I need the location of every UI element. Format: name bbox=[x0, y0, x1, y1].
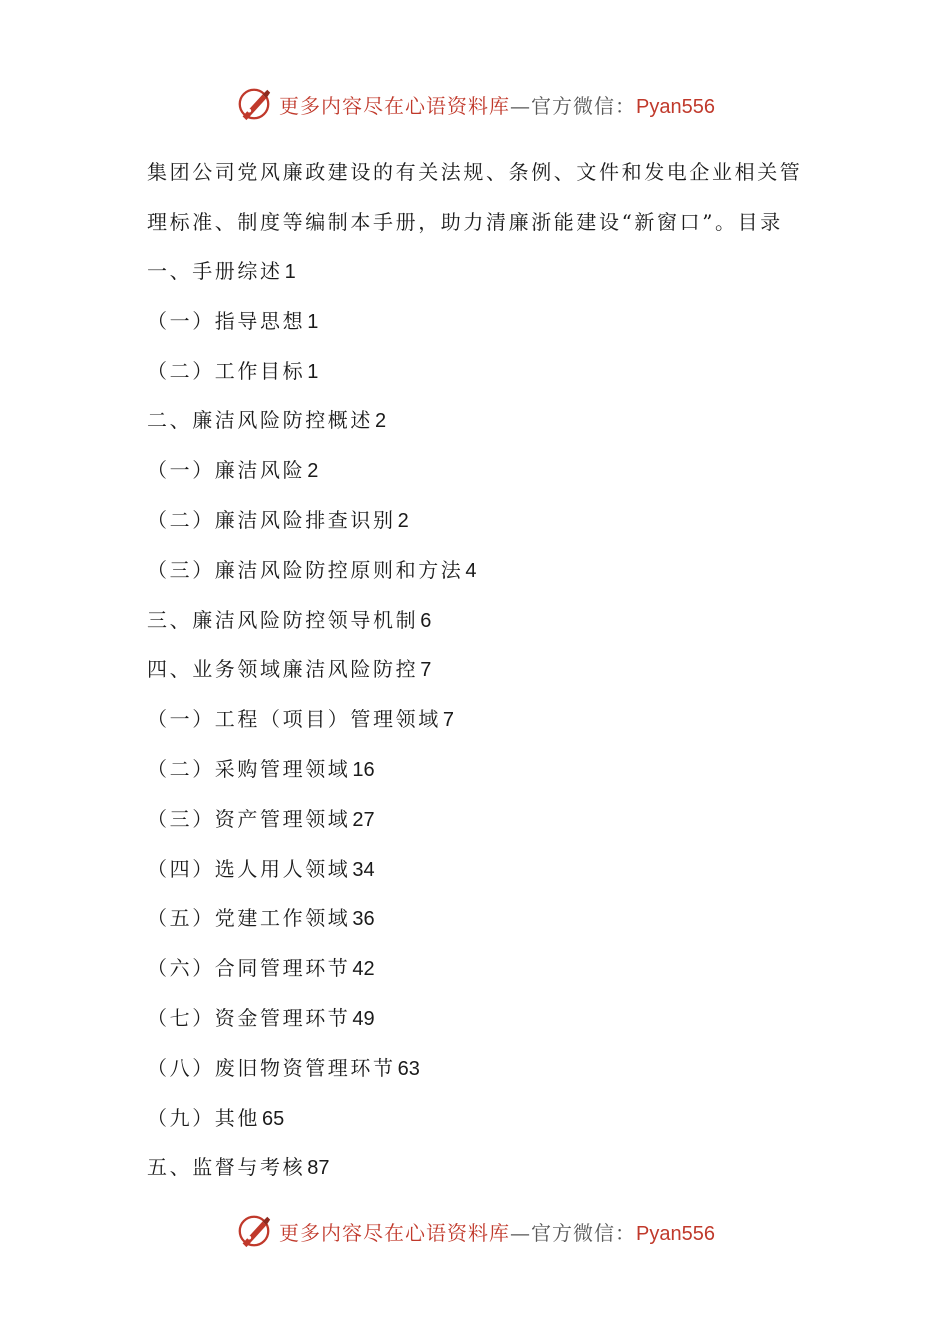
banner-separator: — bbox=[510, 1220, 532, 1245]
toc-entry bbox=[147, 347, 807, 397]
toc-entry-title: （九）其他 bbox=[147, 1105, 260, 1130]
toc-entry bbox=[147, 645, 807, 695]
toc-entry-title: 五、监督与考核 bbox=[147, 1155, 306, 1180]
toc-entry-page: 34 bbox=[352, 858, 375, 881]
pen-logo-icon bbox=[235, 1212, 273, 1250]
toc-entry-title: （八）废旧物资管理环节 bbox=[147, 1055, 396, 1080]
banner-wechat-id: Pyan556 bbox=[636, 1222, 715, 1245]
toc-entry-page: 7 bbox=[420, 659, 432, 682]
toc-entry-page: 6 bbox=[420, 609, 432, 632]
toc-entry bbox=[147, 745, 807, 795]
banner-label: 官方微信： bbox=[531, 93, 637, 118]
document-body bbox=[147, 148, 807, 1193]
toc-entry bbox=[147, 546, 807, 596]
toc-entry bbox=[147, 845, 807, 895]
toc-entry-page: 1 bbox=[307, 360, 319, 383]
toc-entry-title: （二）采购管理领域 bbox=[147, 756, 351, 781]
toc-entry-page: 42 bbox=[352, 958, 375, 981]
toc-entry bbox=[147, 894, 807, 944]
toc-entry-title: （四）选人用人领域 bbox=[147, 856, 351, 881]
banner-separator: — bbox=[510, 93, 532, 118]
toc-entry-title: 三、廉洁风险防控领导机制 bbox=[147, 607, 419, 632]
banner-text bbox=[279, 90, 715, 119]
toc-entry-page: 4 bbox=[465, 559, 477, 582]
toc-entry bbox=[147, 247, 807, 297]
toc-entry bbox=[147, 396, 807, 446]
toc-entry-page: 1 bbox=[284, 261, 296, 283]
banner-wechat-id: Pyan556 bbox=[636, 95, 715, 118]
toc-entry-title: 一、手册综述 bbox=[147, 259, 283, 283]
toc-entry-page: 1 bbox=[307, 310, 319, 333]
banner-main: 更多内容尽在心语资料库 bbox=[279, 1220, 511, 1245]
toc-entry-page: 49 bbox=[352, 1007, 375, 1030]
toc-entry-page: 63 bbox=[397, 1057, 420, 1080]
table-of-contents bbox=[147, 247, 807, 1193]
banner-text bbox=[279, 1217, 715, 1246]
toc-entry-title: （一）指导思想 bbox=[147, 308, 306, 333]
intro-paragraph: 集团公司党风廉政建设的有关法规、条例、文件和发电企业相关管理标准、制度等编制本手册，助力清廉浙能建设“新窗口”。目录 bbox=[147, 160, 803, 234]
toc-entry-title: （二）工作目标 bbox=[147, 358, 306, 383]
toc-entry-page: 27 bbox=[352, 808, 375, 831]
toc-entry-title: （五）党建工作领域 bbox=[147, 906, 351, 931]
toc-entry-title: （七）资金管理环节 bbox=[147, 1005, 351, 1030]
toc-entry bbox=[147, 1044, 807, 1094]
toc-entry bbox=[147, 496, 807, 546]
banner-label: 官方微信： bbox=[531, 1220, 637, 1245]
toc-entry-title: （三）廉洁风险防控原则和方法 bbox=[147, 557, 464, 582]
toc-entry-title: （二）廉洁风险排查识别 bbox=[147, 507, 396, 532]
toc-entry-title: 二、廉洁风险防控概述 bbox=[147, 408, 373, 433]
toc-entry-page: 16 bbox=[352, 758, 375, 781]
pen-logo-icon bbox=[235, 85, 273, 123]
toc-entry bbox=[147, 795, 807, 845]
toc-entry-title: 四、业务领域廉洁风险防控 bbox=[147, 657, 419, 682]
toc-entry bbox=[147, 297, 807, 347]
toc-entry-title: （三）资产管理领域 bbox=[147, 806, 351, 831]
toc-entry-page: 36 bbox=[352, 908, 375, 931]
header-banner bbox=[0, 82, 950, 126]
toc-entry-title: （六）合同管理环节 bbox=[147, 956, 351, 981]
toc-entry bbox=[147, 944, 807, 994]
toc-entry-page: 2 bbox=[375, 410, 387, 433]
toc-entry bbox=[147, 695, 807, 745]
toc-entry bbox=[147, 1094, 807, 1144]
toc-entry bbox=[147, 446, 807, 496]
toc-entry bbox=[147, 1143, 807, 1193]
toc-entry-page: 2 bbox=[307, 460, 319, 483]
banner-main: 更多内容尽在心语资料库 bbox=[279, 93, 511, 118]
footer-banner bbox=[0, 1209, 950, 1253]
toc-entry-page: 87 bbox=[307, 1157, 330, 1180]
toc-entry-page: 2 bbox=[397, 509, 409, 532]
toc-entry-title: （一）工程（项目）管理领域 bbox=[147, 707, 441, 732]
toc-entry bbox=[147, 994, 807, 1044]
toc-entry-page: 65 bbox=[262, 1107, 285, 1130]
toc-entry-page: 7 bbox=[442, 709, 454, 732]
toc-entry-title: （一）廉洁风险 bbox=[147, 458, 306, 483]
toc-entry bbox=[147, 596, 807, 646]
